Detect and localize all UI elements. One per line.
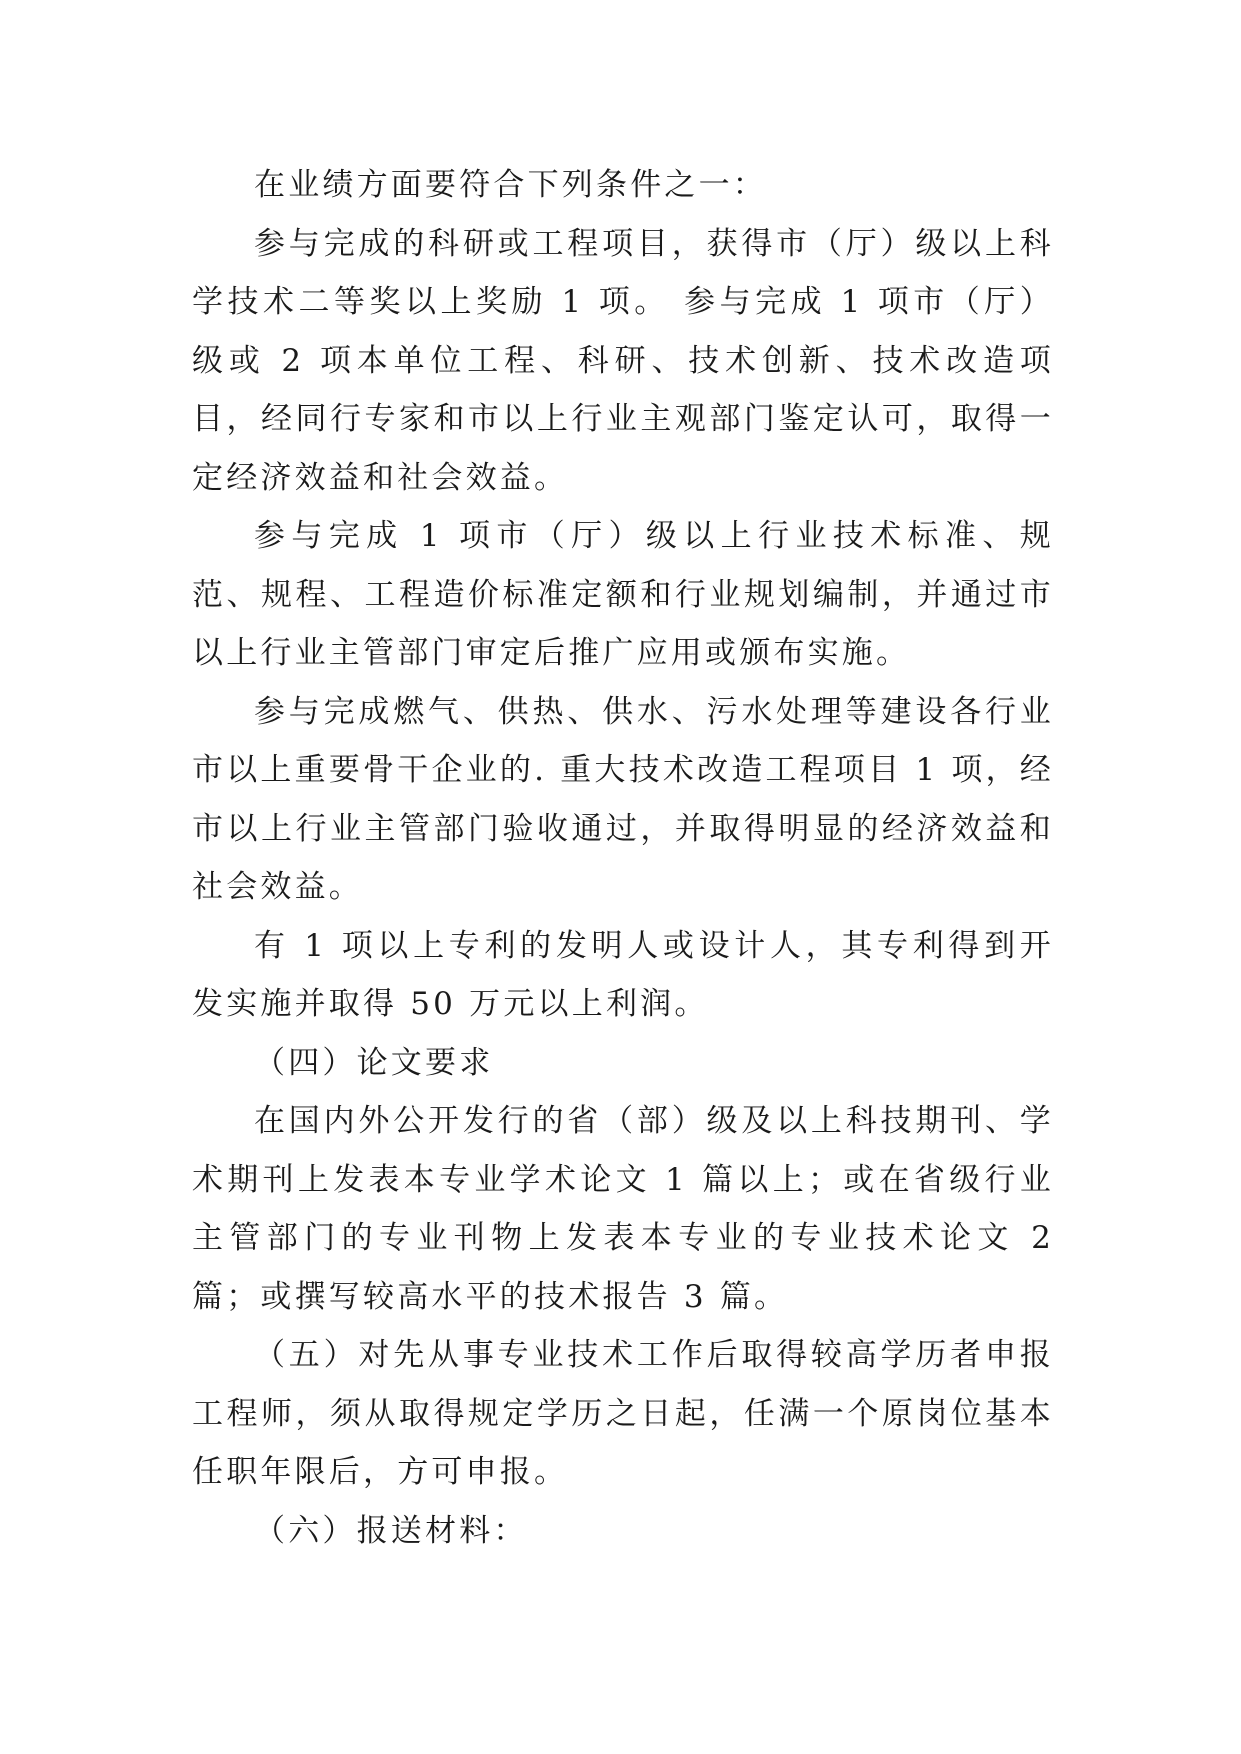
paragraph-patent: 有 1 项以上专利的发明人或设计人，其专利得到开发实施并取得 50 万元以上利润。 [192, 927, 1054, 1022]
paragraph-performance-intro: 在业绩方面要符合下列条件之一： [254, 167, 767, 203]
paragraph-standards: 参与完成 1 项市（厅）级以上行业技术标准、规范、规程、工程造价标准定额和行业规划编制，并通过市以上行业主管部门审定后推广应用或颁布实施。 [192, 518, 1054, 671]
document-page [192, 156, 1054, 1560]
section-heading-thesis: （四）论文要求 [254, 1044, 494, 1081]
paragraph-thesis-requirements: 在国内外公开发行的省（部）级及以上科技期刊、学术期刊上发表本专业学术论文 1 篇以上；或在省级行业主管部门的专业刊物上发表本专业的专业技术论文 2 篇；或撰写较高水平的技术报告 3 篇。 [192, 1103, 1054, 1315]
section-heading-materials: （六）报送材料： [254, 1512, 528, 1549]
paragraph-technical-renovation: 参与完成燃气、供热、供水、污水处理等建设各行业市以上重要骨干企业的. 重大技术改造工程项目 1 项，经市以上行业主管部门验收通过，并取得明显的经济效益和社会效益。 [192, 693, 1054, 905]
paragraph-higher-degree: （五）对先从事专业技术工作后取得较高学历者申报工程师，须从取得规定学历之日起，任满一个原岗位基本任职年限后，方可申报。 [192, 1337, 1054, 1490]
paragraph-research-award: 参与完成的科研或工程项目，获得市（厅）级以上科学技术二等奖以上奖励 1 项。 参与完成 1 项市（厅）级或 2 项本单位工程、科研、技术创新、技术改造项目，经同行专家和市以上行业主观部门鉴定认可，取得一定经济效益和社会效益。 [192, 225, 1054, 496]
